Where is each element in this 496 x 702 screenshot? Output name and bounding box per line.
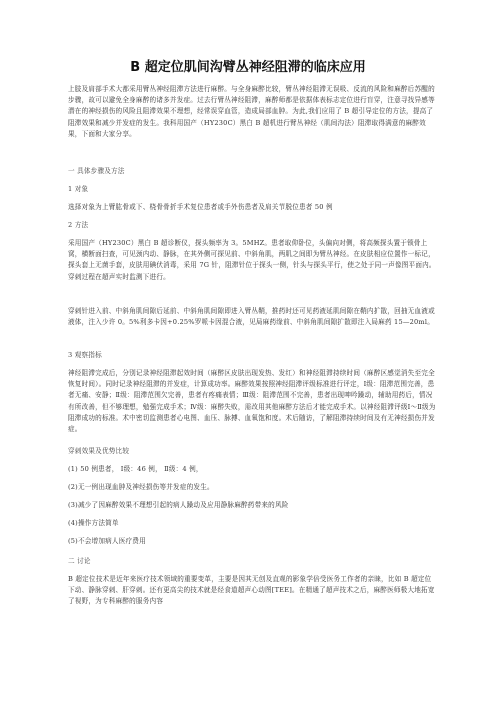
results-item: (3)减少了因麻醉效果不理想引起的病人躁动及应用静脉麻醉药带来的风险 <box>68 501 289 509</box>
subsection-subjects: 1 对象 <box>68 185 89 193</box>
results-item: (5)不会增加病人医疗费用 <box>68 537 146 545</box>
subsection-results: 穿刺效果及优势比较 <box>68 447 130 455</box>
section-1-heading: 一 具体步骤及方法 <box>68 167 125 175</box>
results-item: (1) 50 例患者， Ⅰ级：46 例， Ⅱ级：4 例， <box>68 465 203 473</box>
subjects-paragraph: 选择对象为上臂肱骨或下、桡骨骨折手术复位患者或手外伤患者及肩关节脱位患者 50 例 <box>68 203 333 211</box>
results-item: (2)无一例出现血肿及神经损伤等并发症的发生。 <box>68 483 214 491</box>
observation-paragraph: 神经阻滞完成后，分别记录神经阻滞起效时间（麻醉区皮肤出现发热、发红）和神经阻滞持续时间（麻醉区感觉消失至完全恢复时间）。同时记录神经阻滞的并发症，计算成功率。麻醉效果按照神经阻滞评级标准进行评定，Ⅰ级：阻滞范围完善，患者无痛、安静；Ⅱ级：阻滞范围欠完善，患者有疼痛表情；Ⅲ级：阻滞范围不完善，患者出现呻吟躁动，辅助用药后，情况有所改善，但不够理想，勉强完成手术；Ⅳ级：麻醉失败，需改用其他麻醉方法后才能完成手术。以神经阻滞评级Ⅰ～Ⅱ级为阻滞成功的标准。术中密切监测患者心电图、血压、脉搏、血氧饱和度。术后随访，了解阻滞持续时间及有无神经损伤并发症。 <box>68 369 436 434</box>
method-paragraph-2: 穿刺针进入前、中斜角肌间隙后延前、中斜角肌间隙即进入臂丛鞘，推药时还可见药液延肌间隙在鞘内扩散，回抽无血液或液体，注入少许 0。5%利多卡因+0.25%罗哌卡因混合液，见局麻药缘前、中斜角肌间隙扩散即注入局麻药 15—20ml。 <box>68 307 435 327</box>
document-title: B 超定位肌间沟臂丛神经阻滞的临床应用 <box>130 60 366 75</box>
method-paragraph: 采用国产（HY230C）黑白 B 超诊断仪，探头频率为 3。5MHZ。患者取仰卧位，头偏向对侧，将高频探头置于锁骨上窝，横断面扫查，可见颈内动、静脉，在其外侧可探见前、中斜角肌，两肌之间即为臂丛神经。在皮肤相应位置作一标记，探头套上无菌手套，皮肤用碘伏消毒，采用 7G 针，阻滞针位于探头一侧，针头与探头平行，使之处于同一声像图平面内。穿刺过程在超声实时监测下进行。 <box>68 239 436 281</box>
section-2-heading: 二 讨论 <box>68 557 91 565</box>
subsection-observation: 3 观察指标 <box>68 351 102 359</box>
subsection-method: 2 方法 <box>68 221 89 229</box>
intro-paragraph: 上肢及肩部手术大都采用臂丛神经阻滞方法进行麻醉。与全身麻醉比较，臂丛神经阻滞无误吸、反流的风险和麻醉后苏醒的步骤，故可以避免全身麻醉的诸多并发症。过去行臂丛神经阻滞，麻醉师都是依据体表标志定位进行盲穿，注意寻找异感等潜在的神经损伤的风险且阻滞效果不理想，经常误穿血管，造成局部血肿。为此,我们应用了 B 超引导定位的方法，提高了阻滞效果和减少并发症的发生。我科用国产（HY230C）黑白 B 超机进行臂丛神经（肌间沟法）阻滞取得满意的麻醉效果，下面和大家分享。 <box>68 85 435 138</box>
results-item: (4)操作方法简单 <box>68 519 119 527</box>
discussion-paragraph: B 超定位技术是近年来医疗技术领域的重要变革，主要是因其无创及直观的影象学倍受医务工作者的亲睐，比如 B 超定位下动、静脉穿刺、肝穿刺。还有更高尖的技术就是经食道超声心动图[TEE]。在精通了超声技术之后，麻醉医师极大地拓宽了视野，为专科麻醉的服务内容 <box>68 575 435 606</box>
